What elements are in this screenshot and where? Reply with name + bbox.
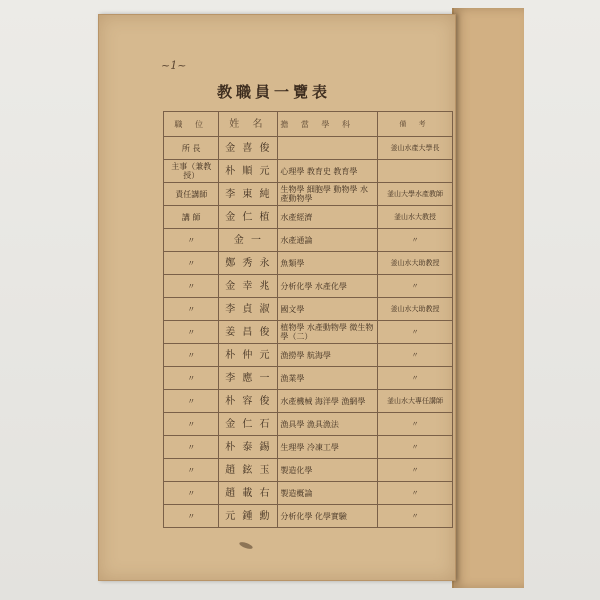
table-row: [164, 321, 453, 344]
cell-position: 〃: [164, 436, 219, 459]
cell-position: 〃: [164, 505, 219, 528]
table-row: [164, 137, 453, 160]
facing-page: [452, 8, 524, 588]
cell-subjects: 水產經濟: [278, 206, 378, 229]
table-row: [164, 413, 453, 436]
cell-note: 釜山水大專任講師: [377, 390, 452, 413]
cell-subjects: 魚類學: [278, 252, 378, 275]
cell-name: 金 仁 植: [219, 206, 278, 229]
cell-subjects: 漁具學 漁具漁法: [278, 413, 378, 436]
cell-subjects: 生理學 冷凍工學: [278, 436, 378, 459]
table-row: [164, 298, 453, 321]
cell-position: 〃: [164, 344, 219, 367]
cell-position: 〃: [164, 367, 219, 390]
cell-note: [377, 160, 452, 183]
cell-position: 〃: [164, 482, 219, 505]
table-row: [164, 344, 453, 367]
cell-note: 釜山水產大學長: [377, 137, 452, 160]
cell-name: 金 幸 兆: [219, 275, 278, 298]
page-title: 教職員一覽表: [217, 83, 332, 101]
table-row: [164, 275, 453, 298]
header-position: 職 位: [164, 112, 219, 137]
cell-subjects: 水產機械 海洋學 漁網學: [278, 390, 378, 413]
cell-subjects: 心理學 教育史 教育學: [278, 160, 378, 183]
cell-subjects: 製造化學: [278, 459, 378, 482]
table-row: [164, 390, 453, 413]
cell-subjects: 分析化學 水產化學: [278, 275, 378, 298]
header-note: 備 考: [377, 112, 452, 137]
cell-name: 金 喜 俊: [219, 137, 278, 160]
cell-name: 金 一: [219, 229, 278, 252]
table-row: [164, 160, 453, 183]
cell-note: 〃: [377, 459, 452, 482]
cell-name: 元 鍾 勳: [219, 505, 278, 528]
cell-position: 〃: [164, 321, 219, 344]
cell-note: 釜山大學水產教師: [377, 183, 452, 206]
cell-name: 金 仁 石: [219, 413, 278, 436]
cell-position: 〃: [164, 413, 219, 436]
table-row: [164, 183, 453, 206]
ink-stain: [239, 541, 254, 550]
table-row: [164, 367, 453, 390]
cell-name: 朴 容 俊: [219, 390, 278, 413]
cell-subjects: 分析化學 化學實驗: [278, 505, 378, 528]
cell-name: 朴 泰 錫: [219, 436, 278, 459]
page-number: ~1~: [161, 59, 187, 72]
cell-name: 姜 昌 俊: [219, 321, 278, 344]
cell-subjects: 國文學: [278, 298, 378, 321]
table-row: [164, 252, 453, 275]
cell-position: 主事（兼教授）: [164, 160, 219, 183]
cell-note: 〃: [377, 436, 452, 459]
cell-name: 鄭 秀 永: [219, 252, 278, 275]
staff-table: [163, 111, 453, 528]
table-header-row: [164, 112, 453, 137]
cell-subjects: 漁業學: [278, 367, 378, 390]
cell-position: 〃: [164, 275, 219, 298]
cell-position: 〃: [164, 390, 219, 413]
table-row: [164, 505, 453, 528]
cell-subjects: 漁撈學 航海學: [278, 344, 378, 367]
cell-position: 〃: [164, 298, 219, 321]
table-row: [164, 436, 453, 459]
cell-note: 〃: [377, 229, 452, 252]
document-page: [98, 14, 456, 581]
cell-position: 〃: [164, 252, 219, 275]
cell-name: 李 貞 淑: [219, 298, 278, 321]
cell-subjects: 植物學 水產動物學 微生物學（二）: [278, 321, 378, 344]
cell-name: 趙 載 右: [219, 482, 278, 505]
cell-name: 趙 鉉 玉: [219, 459, 278, 482]
cell-note: 釜山水大教授: [377, 206, 452, 229]
cell-subjects: [278, 137, 378, 160]
header-subjects: 擔 當 學 科: [278, 112, 378, 137]
cell-name: 李 應 一: [219, 367, 278, 390]
table-row: [164, 206, 453, 229]
cell-note: 〃: [377, 367, 452, 390]
cell-note: 釜山水大助教授: [377, 252, 452, 275]
cell-name: 李 東 純: [219, 183, 278, 206]
cell-note: 〃: [377, 275, 452, 298]
cell-position: 責任講師: [164, 183, 219, 206]
cell-position: 〃: [164, 229, 219, 252]
cell-subjects: 製造概論: [278, 482, 378, 505]
cell-subjects: 生物學 細胞學 動物學 水產動物學: [278, 183, 378, 206]
cell-note: 〃: [377, 505, 452, 528]
cell-subjects: 水產通論: [278, 229, 378, 252]
cell-position: 所 長: [164, 137, 219, 160]
cell-note: 釜山水大助教授: [377, 298, 452, 321]
table-row: [164, 482, 453, 505]
cell-note: 〃: [377, 321, 452, 344]
cell-note: 〃: [377, 482, 452, 505]
cell-name: 朴 順 元: [219, 160, 278, 183]
header-name: 姓 名: [219, 112, 278, 137]
table-row: [164, 459, 453, 482]
table-row: [164, 229, 453, 252]
cell-note: 〃: [377, 344, 452, 367]
cell-position: 講 師: [164, 206, 219, 229]
cell-name: 朴 仲 元: [219, 344, 278, 367]
cell-position: 〃: [164, 459, 219, 482]
cell-note: 〃: [377, 413, 452, 436]
